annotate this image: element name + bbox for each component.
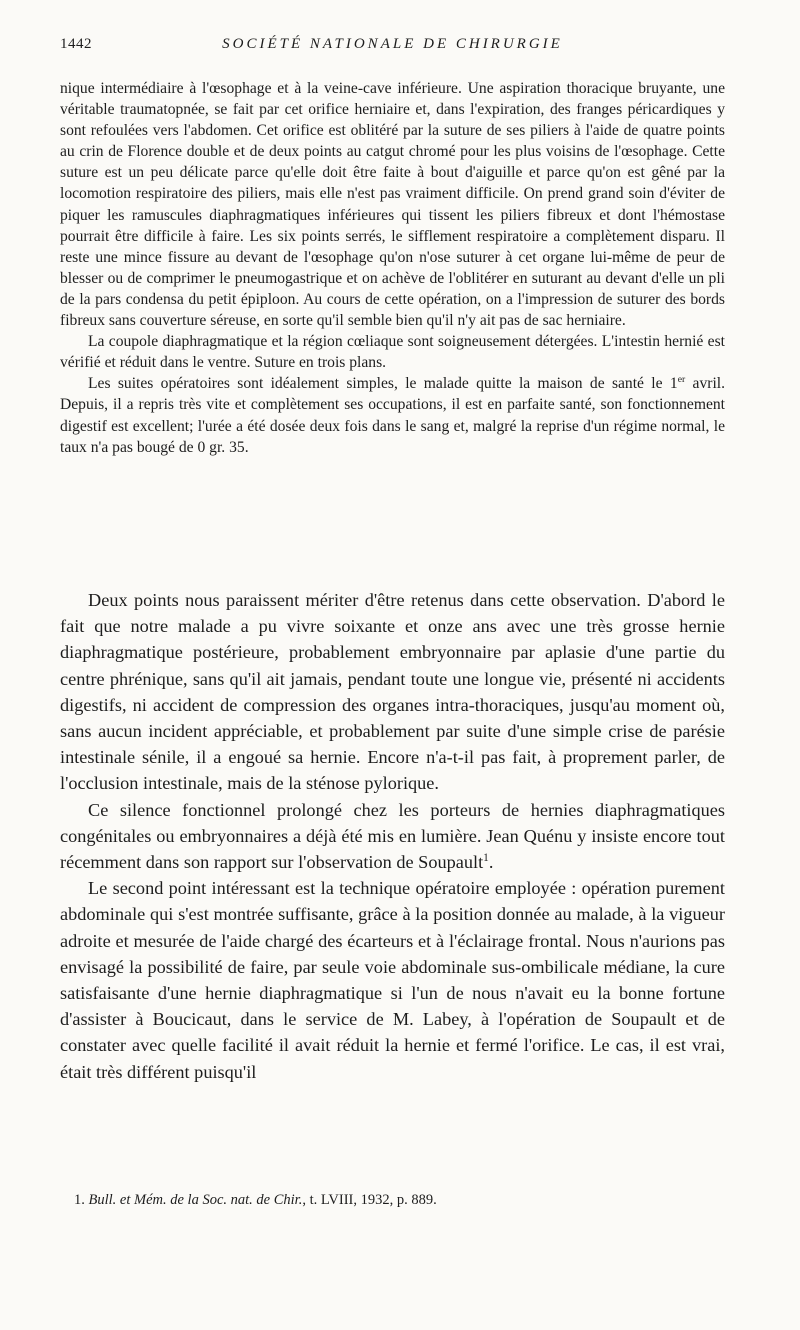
discussion-paragraph-first-point: Deux points nous paraissent mériter d'être retenus dans cette observation. D'abord le fait que notre malade a pu vivre soixante et onze ans avec une très grosse hernie diaphragmatique postérieure, probablement embryonnaire par aplasie d'une partie du centre phrénique, sans qu'il ait jamais, pendant toute une longue vie, présenté ni accidents digestifs, ni accident de compression des organes intra-thoraciques, jusqu'au moment où, sans aucun incident appréciable, et probablement par suite d'une simple crise de parésie intestinale sénile, il a engoué sa hernie. Encore n'a-t-il pas fait, à proprement parler, de l'occlusion intestinale, mais de la sténose pylorique. xyxy=(60,590,725,794)
case-paragraph-outcome xyxy=(60,373,725,457)
footnote-reference[interactable]: 1 xyxy=(483,851,489,864)
page-header xyxy=(60,36,725,60)
running-title: SOCIÉTÉ NATIONALE DE CHIRURGIE xyxy=(222,36,563,52)
silence-text-start: Ce silence fonctionnel prolongé chez les porteurs de hernies diaphragmatiques congénitales ou embryonnaires a déjà été mis en lumière. Jean Quénu y insiste encore tout récemment dans son rapport sur l'observation de Soupault xyxy=(60,799,725,873)
silence-text-end: . xyxy=(488,852,494,873)
case-paragraph-operation: nique intermédiaire à l'œsophage et à la veine-cave inférieure. Une aspiration thoracique bruyante, une véritable traumatopnée, se fait par cet orifice herniaire et, dans l'expiration, des franges péricardiques y sont refoulées vers l'abdomen. Cet orifice est oblitéré par la suture de ses piliers à l'aide de quatre points au crin de Florence double et de deux points au catgut chromé pour les plus voisins de l'œsophage. Cette suture est un peu délicate parce qu'elle doit être faite à bout d'aiguille et parce qu'on est gêné par la locomotion respiratoire des piliers, mais elle n'est pas vraiment difficile. On prend grand soin d'éviter de piquer les ramuscules diaphragmatiques inférieures qui tissent les piliers fibreux et dont l'hémostase pourrait être difficile à faire. Les six points serrés, le sifflement respiratoire a complètement disparu. Il reste une mince fissure au devant de l'œsophage qu'on n'ose suturer à cet organe lui-même de peur de blesser ou de comprimer le pneumogastrique et on achève de l'oblitérer en suturant au devant d'elle un pli de la pars condensa du petit épiploon. Au cours de cette opération, on a l'impression de suturer des bords fibreux sans couverture séreuse, en sorte qu'il semble bien qu'il n'y ait pas de sac herniaire. xyxy=(60,80,725,330)
page-number: 1442 xyxy=(60,36,92,52)
footnote xyxy=(74,1191,724,1209)
ordinal-superscript: er xyxy=(677,374,686,386)
case-report-text xyxy=(60,78,725,458)
outcome-text-start: Les suites opératoires sont idéalement simples, le malade quitte la maison de santé le 1 xyxy=(88,375,678,393)
footnote-marker: 1. xyxy=(74,1192,85,1208)
outcome-text-end: avril. Depuis, il a repris très vite et complètement ses occupations, il est en parfaite santé, son fonctionnement digestif est excellent; l'urée a été dosée deux fois dans le sang et, malgré la reprise d'un régime normal, le taux n'a pas bougé de 0 gr. 35. xyxy=(60,375,726,456)
footnote-journal: Bull. et Mém. de la Soc. nat. de Chir. xyxy=(88,1192,303,1208)
footnote-citation: , t. LVIII, 1932, p. 889. xyxy=(302,1192,437,1208)
case-paragraph-closure: La coupole diaphragmatique et la région cœliaque sont soigneusement détergées. L'intestin hernié est vérifié et réduit dans le ventre. Suture en trois plans. xyxy=(60,333,725,372)
discussion-paragraph-technique: Le second point intéressant est la technique opératoire employée : opération purement abdominale qui s'est montrée suffisante, grâce à la position donnée au malade, à la vigueur adroite et mesurée de l'aide chargé des écarteurs et à l'éclairage frontal. Nous n'aurions pas envisagé la possibilité de faire, par seule voie abdominale sus-ombilicale médiane, la cure satisfaisante d'une hernie diaphragmatique si l'un de nous n'avait eu la bonne fortune d'assister à Boucicaut, dans le service de M. Labey, à l'opération de Soupault et de constater avec quelle facilité il avait réduit la hernie et fermé l'orifice. Le cas, il est vrai, était très différent puisqu'il xyxy=(60,878,725,1082)
discussion-text xyxy=(60,587,725,1085)
discussion-paragraph-silence xyxy=(60,797,725,876)
